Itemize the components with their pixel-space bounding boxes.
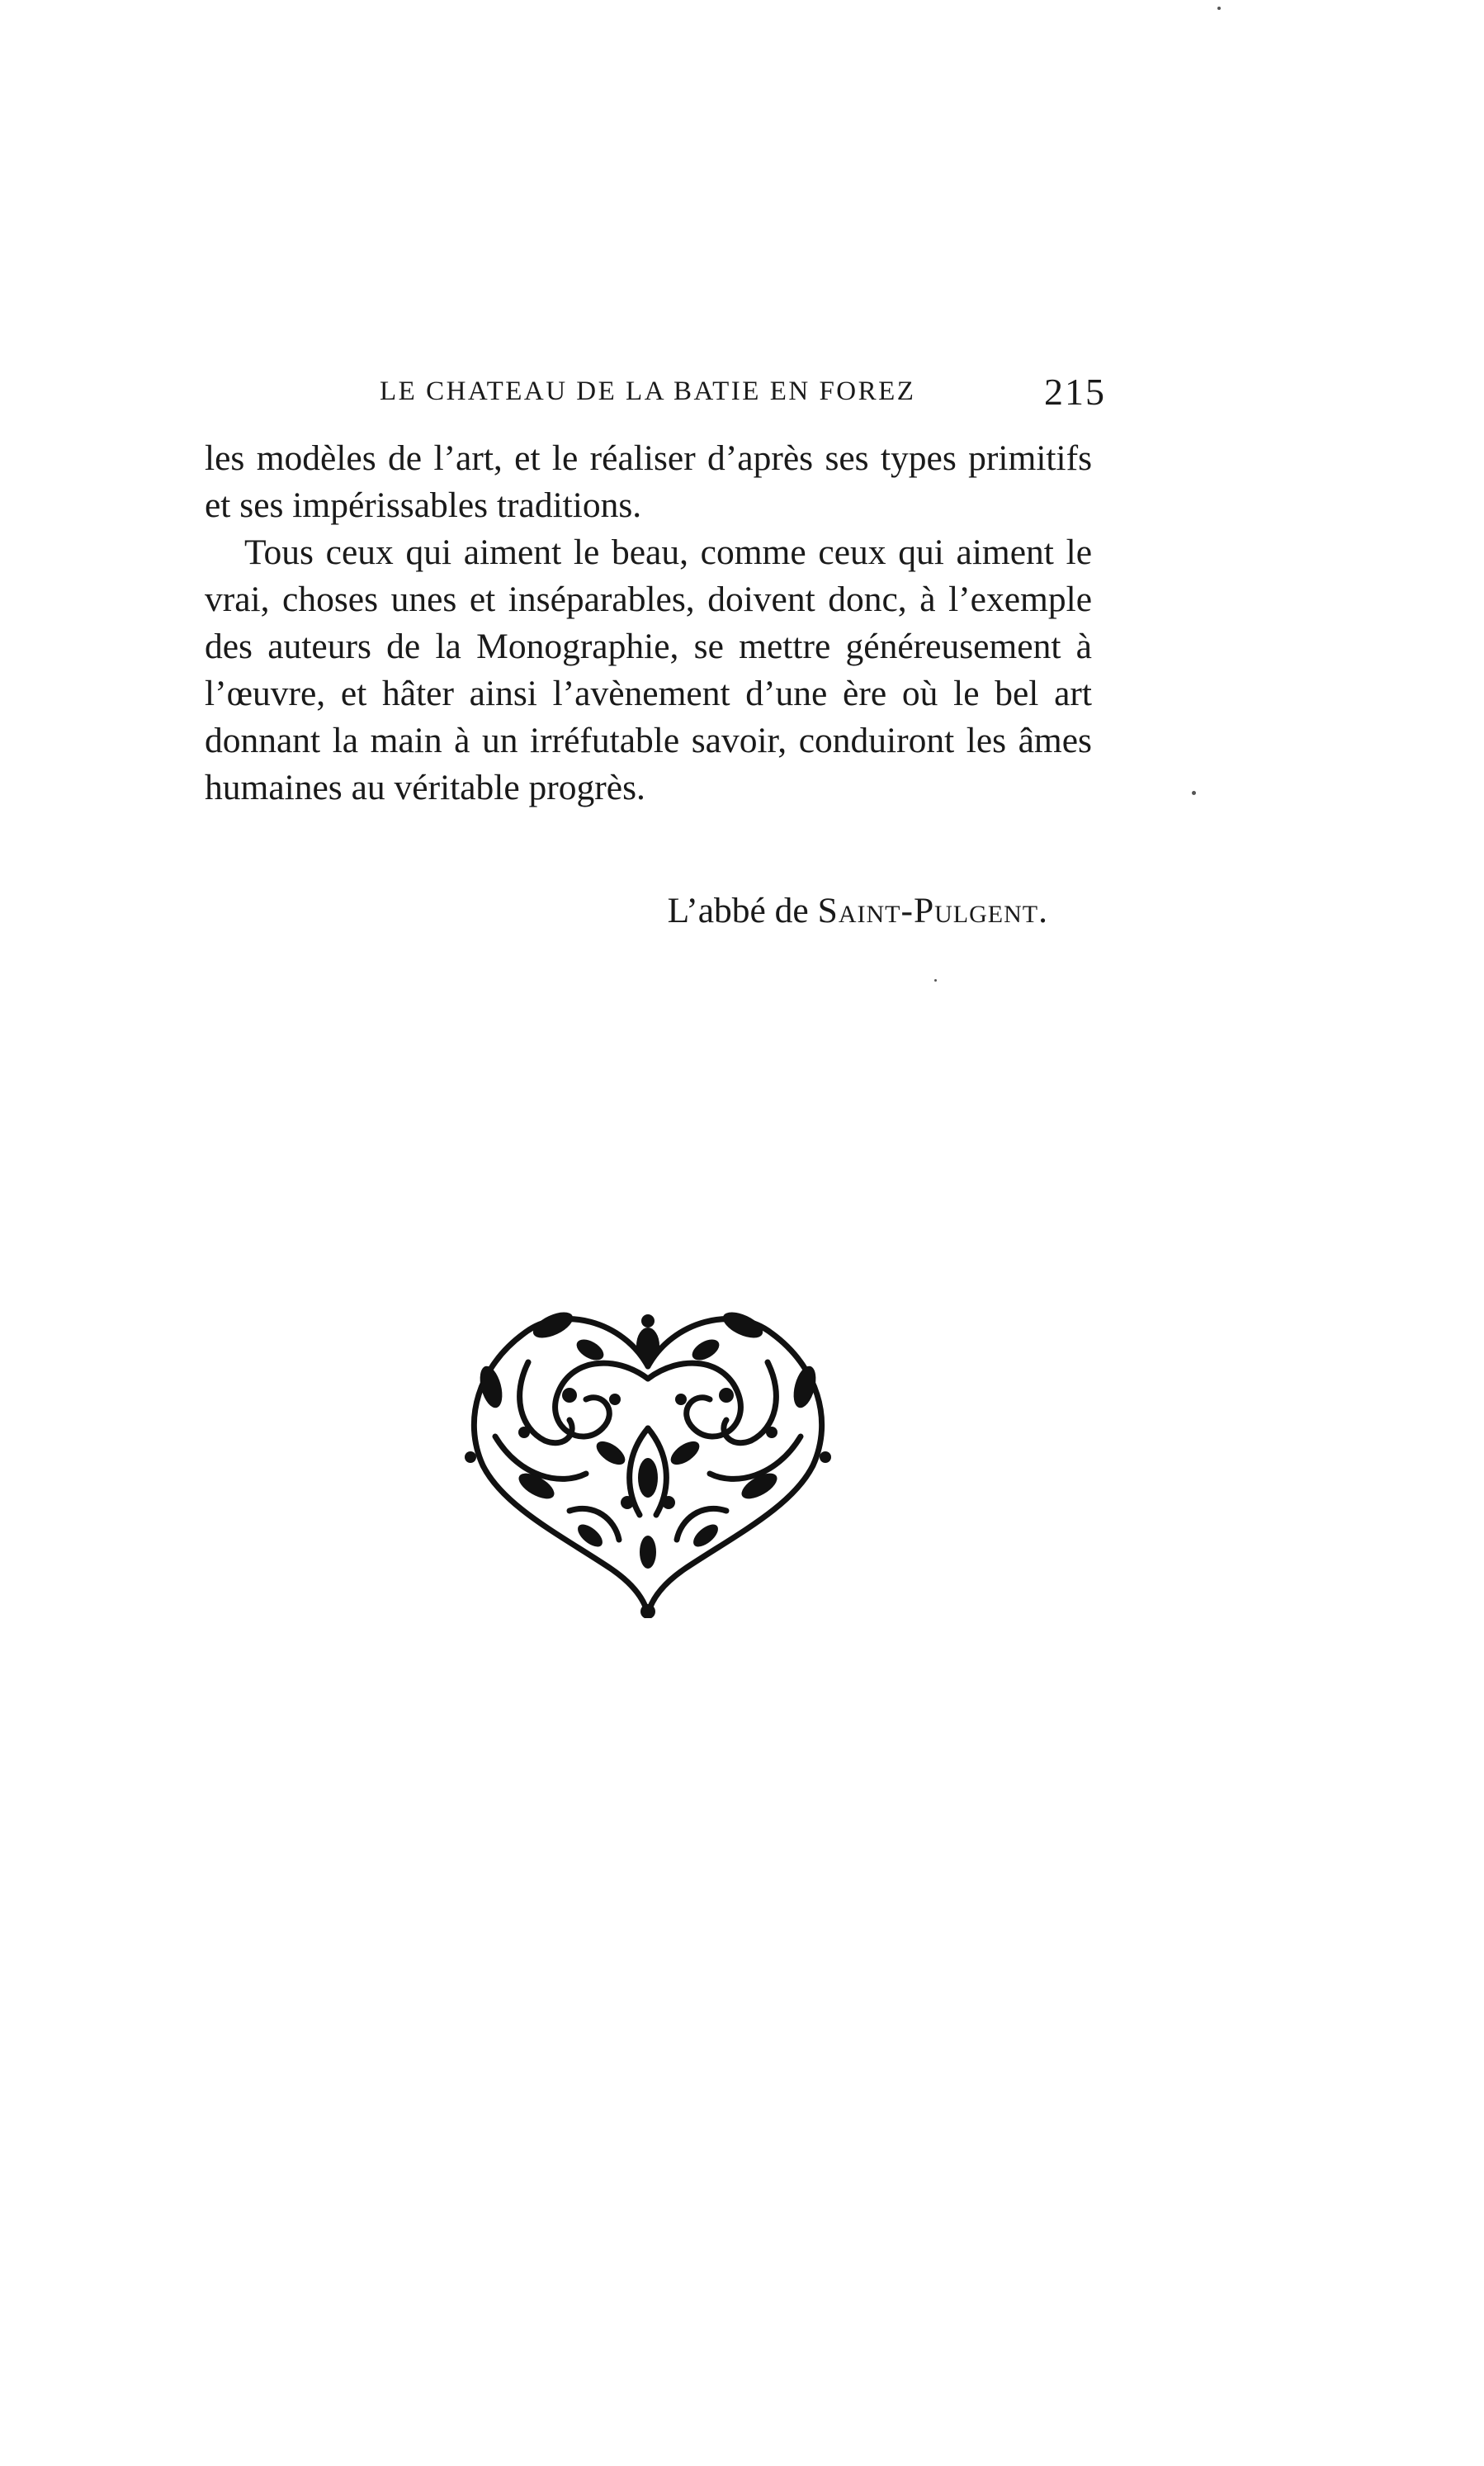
scan-speck [1217,7,1221,10]
signature-prefix: L’abbé de [667,891,818,930]
paragraph: les modèles de l’art, et le réaliser d’après ses types primitifs et ses impérissables traditions. [205,438,1092,525]
body-text [205,435,1092,812]
signature-name: Saint-Pulgent. [817,891,1048,930]
paragraph: Tous ceux qui aiment le beau, comme ceux qui aiment le vrai, choses unes et inséparables, doivent donc, à l’exemple des auteurs de la Monographie, se mettre généreusement à l’œuvre, et hâter ainsi l’avènement d’une ère où le bel art donnant la main à un irréfutable savoir, conduiront les âmes humaines au véritable progrès. [205,532,1092,807]
heart-fleuron-ornament-icon [446,1288,850,1618]
scan-speck [1192,791,1196,795]
scan-speck [934,979,937,982]
running-title: LE CHATEAU DE LA BATIE EN FOREZ [380,376,916,406]
running-head [363,370,1106,416]
page-number: 215 [1044,371,1106,413]
author-signature [668,890,1048,931]
